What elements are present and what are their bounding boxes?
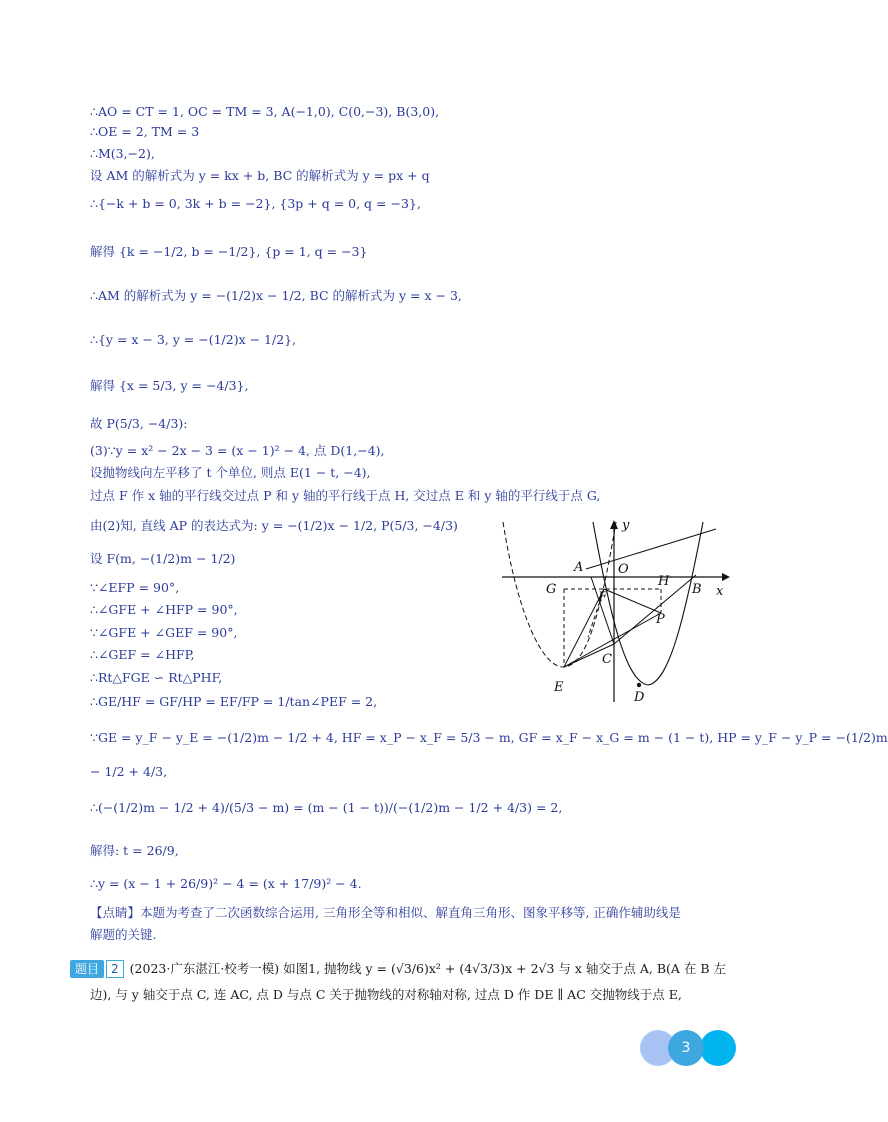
- point-d: [637, 683, 641, 687]
- solution-line: ∴Rt△FGE ∽ Rt△PHF,: [90, 670, 223, 685]
- solution-line: 设 AM 的解析式为 y = kx + b, BC 的解析式为 y = px + q: [90, 168, 430, 183]
- solution-line: ∴(−(1/2)m − 1/2 + 4)/(5/3 − m) = (m − (1 − t))/(−(1/2)m − 1/2 + 4/3) = 2,: [90, 800, 563, 815]
- solution-line: 由(2)知, 直线 AP 的表达式为: y = −(1/2)x − 1/2, P(5/3, −4/3): [90, 518, 458, 533]
- solution-line: 解得 {k = −1/2, b = −1/2}, {p = 1, q = −3}: [90, 244, 368, 259]
- solution-line: 设抛物线向左平移了 t 个单位, 则点 E(1 − t, −4),: [90, 465, 371, 480]
- solution-line: ∴∠GFE + ∠HFP = 90°,: [90, 602, 238, 617]
- label-a: A: [574, 560, 584, 575]
- line-bc: [614, 575, 696, 644]
- y-axis-arrow: [610, 520, 618, 529]
- label-p: P: [656, 612, 665, 627]
- problem-tag: 题目: [70, 960, 104, 978]
- solution-line: ∴y = (x − 1 + 26/9)² − 4 = (x + 17/9)² − 4.: [90, 876, 362, 891]
- solution-line: (3)∵y = x² − 2x − 3 = (x − 1)² − 4, 点 D(1,−4),: [90, 443, 385, 458]
- solution-line: ∴{−k + b = 0, 3k + b = −2}, {3p + q = 0, q = −3},: [90, 196, 421, 211]
- line-ac: [591, 577, 614, 644]
- label-c: C: [602, 652, 612, 667]
- solution-line: ∴AM 的解析式为 y = −(1/2)x − 1/2, BC 的解析式为 y = x − 3,: [90, 288, 462, 303]
- parabola-figure: [498, 517, 748, 705]
- solution-line: 设 F(m, −(1/2)m − 1/2): [90, 551, 236, 566]
- solution-line: ∴∠GEF = ∠HFP,: [90, 647, 195, 662]
- problem-number: 2: [106, 960, 124, 978]
- label-h: H: [658, 574, 670, 589]
- label-e: E: [554, 680, 564, 695]
- segment-ep: [564, 613, 661, 667]
- solution-line: ∴{y = x − 3, y = −(1/2)x − 1/2},: [90, 332, 297, 347]
- label-y: y: [622, 518, 630, 533]
- x-axis-arrow: [722, 573, 730, 581]
- line-ap: [586, 529, 716, 569]
- solution-line: ∵∠EFP = 90°,: [90, 580, 180, 595]
- solution-line: ∴AO = CT = 1, OC = TM = 3, A(−1,0), C(0,−3), B(3,0),: [90, 104, 440, 119]
- solution-line: ∵∠GFE + ∠GEF = 90°,: [90, 625, 238, 640]
- solution-line: 故 P(5/3, −4/3):: [90, 416, 188, 431]
- label-d: D: [634, 690, 645, 705]
- solution-line: ∴M(3,−2),: [90, 146, 155, 161]
- problem-text-1: (2023·广东湛江·校考一模) 如图1, 抛物线 y = (√3/6)x² + (4√3/3)x + 2√3 与 x 轴交于点 A, B(A 在 B 左: [129, 961, 727, 976]
- solution-line: 解题的关键.: [90, 927, 157, 942]
- problem-line-1: [70, 960, 726, 978]
- solution-line: 过点 F 作 x 轴的平行线交过点 P 和 y 轴的平行线于点 H, 交过点 E 和 y 轴的平行线于点 G,: [90, 488, 601, 503]
- label-x: x: [716, 584, 724, 599]
- solution-line: − 1/2 + 4/3,: [90, 764, 168, 779]
- label-o: O: [618, 562, 629, 577]
- solution-line: 【点睛】本题为考查了二次函数综合运用, 三角形全等和相似、解直角三角形、图象平移等, 正确作辅助线是: [90, 905, 681, 920]
- label-g: G: [546, 582, 557, 597]
- segment-fp: [604, 589, 661, 613]
- label-f: F: [598, 590, 608, 605]
- solution-line: ∴GE/HF = GF/HP = EF/FP = 1/tan∠PEF = 2,: [90, 694, 378, 709]
- problem-line-2: 边), 与 y 轴交于点 C, 连 AC, 点 D 与点 C 关于抛物线的对称轴对称, 过点 D 作 DE ∥ AC 交抛物线于点 E,: [90, 987, 682, 1002]
- solution-line: 解得 {x = 5/3, y = −4/3},: [90, 378, 249, 393]
- label-b: B: [692, 582, 702, 597]
- solution-line: ∴OE = 2, TM = 3: [90, 124, 200, 139]
- page-number: 3: [681, 1040, 691, 1056]
- solution-line: 解得: t = 26/9,: [90, 843, 179, 858]
- footer-circle-right: [700, 1030, 736, 1066]
- solution-line: ∵GE = y_F − y_E = −(1/2)m − 1/2 + 4, HF = x_P − x_F = 5/3 − m, GF = x_F − x_G = m − (1 − t), HP = y_F − y_P = −(1/2)m: [90, 730, 888, 745]
